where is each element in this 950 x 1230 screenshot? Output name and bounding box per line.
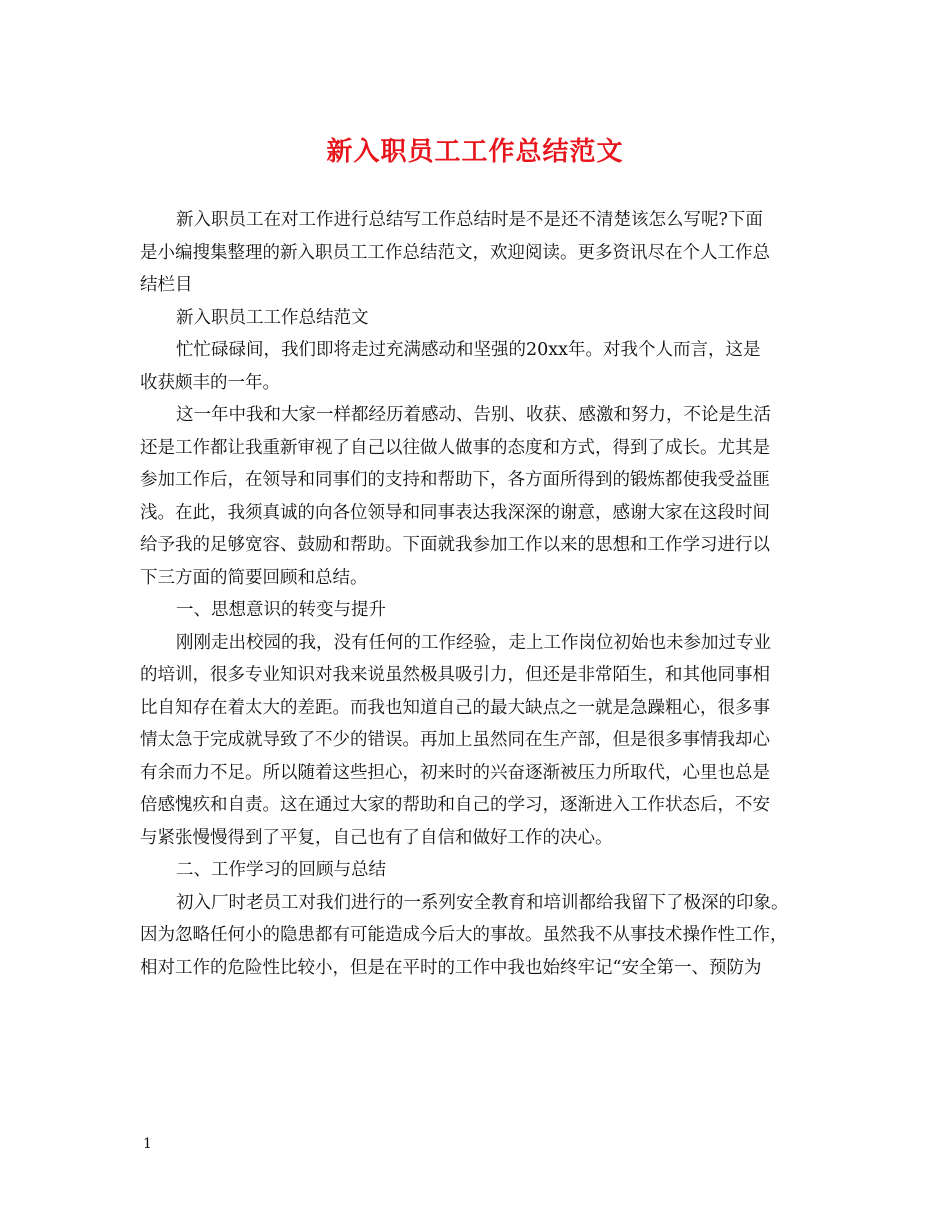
paragraph-line: 比自知存在着太大的差距。而我也知道自己的最大缺点之一就是急躁粗心，很多事: [140, 697, 770, 718]
section-heading: 新入职员工工作总结范文: [176, 307, 369, 328]
paragraph-line: 倍感愧疚和自责。这在通过大家的帮助和自己的学习，逐渐进入工作状态后，不安: [140, 795, 770, 815]
paragraph-line: 情太急于完成就导致了不少的错误。再加上虽然同在生产部，但是很多事情我却心: [140, 730, 770, 750]
paragraph-line: 参加工作后，在领导和同事们的支持和帮助下，各方面所得到的锻炼都使我受益匪: [140, 470, 770, 490]
paragraph-line: 这一年中我和大家一样都经历着感动、告别、收获、感激和努力，不论是生活: [176, 405, 771, 425]
paragraph-line: 结栏目: [140, 275, 193, 295]
paragraph-line: 忙忙碌碌间，我们即将走过充满感动和坚强的20xx年。对我个人而言，这是: [176, 340, 761, 360]
paragraph-line: 因为忽略任何小的隐患都有可能造成今后大的事故。虽然我不从事技术操作性工作，: [140, 925, 788, 945]
paragraph-line: 刚刚走出校园的我，没有任何的工作经验，走上工作岗位初始也未参加过专业: [176, 632, 771, 653]
paragraph-line: 与紧张慢慢得到了平复，自己也有了自信和做好工作的决心。: [140, 827, 613, 848]
document-title: 新入职员工工作总结范文: [326, 137, 624, 167]
paragraph-line: 新入职员工在对工作进行总结写工作总结时是不是还不清楚该怎么写呢?下面: [176, 210, 763, 230]
paragraph-line: 还是工作都让我重新审视了自己以往做人做事的态度和方式，得到了成长。尤其是: [140, 437, 770, 458]
paragraph-line: 浅。在此，我须真诚的向各位领导和同事表达我深深的谢意，感谢大家在这段时间: [140, 502, 770, 523]
paragraph-line: 收获颇丰的一年。: [140, 372, 280, 393]
paragraph-line: 下三方面的简要回顾和总结。: [140, 567, 368, 588]
paragraph-line: 相对工作的危险性比较小，但是在平时的工作中我也始终牢记“安全第一、预防为: [140, 957, 762, 978]
paragraph-line: 有余而力不足。所以随着这些担心，初来时的兴奋逐渐被压力所取代，心里也总是: [140, 762, 770, 783]
section-heading: 二、工作学习的回顾与总结: [176, 860, 386, 880]
paragraph-line: 的培训，很多专业知识对我来说虽然极具吸引力，但还是非常陌生，和其他同事相: [140, 665, 770, 685]
section-heading: 一、思想意识的转变与提升: [176, 600, 386, 620]
paragraph-line: 给予我的足够宽容、鼓励和帮助。下面就我参加工作以来的思想和工作学习进行以: [140, 535, 770, 555]
paragraph-line: 初入厂时老员工对我们进行的一系列安全教育和培训都给我留下了极深的印象。: [176, 892, 789, 913]
paragraph-line: 是小编搜集整理的新入职员工工作总结范文，欢迎阅读。更多资讯尽在个人工作总: [140, 242, 770, 263]
page-number: 1: [143, 1136, 152, 1152]
document-body: [140, 204, 812, 984]
